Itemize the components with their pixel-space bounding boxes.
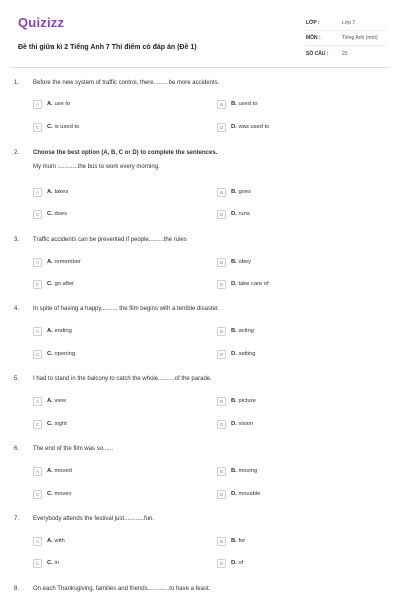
option-a[interactable]: A A. with [33,535,65,547]
meta-key: SỐ CÂU : [306,50,329,57]
option-badge: A [33,100,42,109]
question-text: Before the new system of traffic control, there.........be more accidents. [33,80,220,86]
option-badge: B [217,258,226,267]
option-badge: D [217,350,226,359]
meta-value: Tiếng Anh (mới) [342,35,378,41]
meta-key: LỚP : [306,20,320,26]
question-text: In spite of having a happy........., the film begins with a terrible disaster. [33,306,220,312]
option-badge: A [33,327,42,336]
option-badge: C [33,420,42,429]
option-b[interactable]: B B. moving [217,465,257,477]
option-b[interactable]: B B. obey [217,256,251,268]
question-number: 1. [14,80,20,86]
option-c[interactable]: C C. sight [33,418,67,430]
option-a[interactable]: A A. use to [33,98,70,110]
option-d[interactable]: D D. vision [217,418,253,430]
question-text: The end of the film was so...... [33,446,114,452]
question-text: Traffic accidents can be prevented if people.........the rules [33,237,187,243]
question-number: 4. [14,306,20,312]
option-badge: A [33,188,42,197]
option-badge: C [33,559,42,568]
question-number: 6. [14,446,20,452]
option-c[interactable]: C C. does [33,208,67,220]
option-a[interactable]: A A. view [33,395,66,407]
option-badge: C [33,490,42,499]
option-badge: A [33,397,42,406]
meta-row-class [306,16,386,31]
option-a[interactable]: A A. moved [33,465,72,477]
question-text: My mum ............the bus to work every morning. [33,164,160,170]
option-badge: D [217,559,226,568]
option-badge: B [217,397,226,406]
option-badge: D [217,280,226,289]
option-b[interactable]: B B. used to [217,98,257,110]
question-instruction: Choose the best option (A, B, C or D) to complete the sentences. [33,150,218,156]
option-d[interactable]: D D. runs [217,208,250,220]
question-text: I had to stand in the balcony to catch the whole..........of the parade. [33,376,212,382]
option-badge: B [217,467,226,476]
option-a[interactable]: A A. ending [33,325,72,337]
option-badge: C [33,350,42,359]
worksheet-header [10,10,390,68]
meta-row-subject [306,31,386,46]
option-d[interactable]: D D. setting [217,348,256,360]
option-badge: B [217,188,226,197]
option-badge: B [217,327,226,336]
option-badge: A [33,467,42,476]
option-badge: C [33,210,42,219]
question-number: 2. [14,150,20,156]
option-b[interactable]: B B. picture [217,395,256,407]
question-number: 5. [14,376,20,382]
worksheet-meta [306,16,386,61]
meta-row-count [306,46,386,61]
option-b[interactable]: B B. for [217,535,245,547]
option-badge: D [217,123,226,132]
option-c[interactable]: C C. go after [33,278,74,290]
question-number: 3. [14,237,20,243]
option-badge: B [217,537,226,546]
option-badge: D [217,420,226,429]
option-badge: C [33,123,42,132]
meta-value: 20 [342,50,348,57]
option-c[interactable]: C C. is used to [33,121,79,133]
option-b[interactable]: B B. acting [217,325,254,337]
option-a[interactable]: A A. takes [33,186,68,198]
question-text: On each Thanksgiving, families and friends.............to have a feast. [33,586,211,592]
meta-value: Lớp 7 [342,20,356,26]
option-d[interactable]: D D. of [217,557,243,569]
option-c[interactable]: C C. opening [33,348,75,360]
option-b[interactable]: B B. goes [217,186,251,198]
option-badge: C [33,280,42,289]
worksheet-title: Đề thi giữa kì 2 Tiếng Anh 7 Thí điểm có đáp án (Đề 1) [18,44,197,51]
option-a[interactable]: A A. remember [33,256,81,268]
question-number: 7. [14,516,20,522]
option-badge: A [33,537,42,546]
option-badge: D [217,210,226,219]
question-number: 8. [14,586,20,592]
meta-key: MÔN : [306,35,321,41]
option-badge: D [217,490,226,499]
question-text: Everybody attends the festival just............fun. [33,516,155,522]
option-badge: B [217,100,226,109]
option-c[interactable]: C C. in [33,557,59,569]
option-badge: A [33,258,42,267]
quizizz-logo: Quizizz [18,15,65,30]
option-d[interactable]: D D. take care of [217,278,269,290]
option-d[interactable]: D D. movable [217,488,260,500]
option-c[interactable]: C C. movev [33,488,72,500]
option-d[interactable]: D D. was used to [217,121,269,133]
